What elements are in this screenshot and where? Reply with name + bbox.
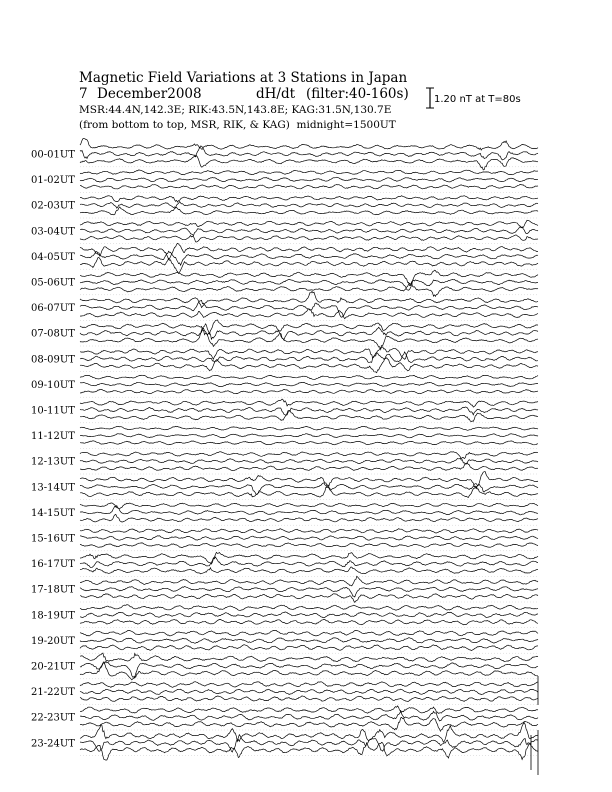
order-note: (from bottom to top, MSR, RIK, & KAG) xyxy=(79,119,290,131)
row-label-08-09UT: 08-09UT xyxy=(31,354,75,366)
date-day: 7 xyxy=(79,86,88,102)
filter-label: (filter:40-160s) xyxy=(306,86,409,102)
trace-09-10UT-KAG xyxy=(80,375,538,379)
trace-11-12UT-MSR xyxy=(80,441,538,445)
row-label-18-19UT: 18-19UT xyxy=(31,610,75,622)
trace-07-08UT-MSR xyxy=(80,328,538,349)
trace-11-12UT-RIK xyxy=(80,434,538,438)
trace-07-08UT-RIK xyxy=(80,324,538,340)
trace-21-22UT-RIK xyxy=(80,689,538,694)
scale-label: 1.20 nT at T=80s xyxy=(434,94,521,105)
trace-09-10UT-RIK xyxy=(80,382,538,386)
trace-05-06UT-MSR xyxy=(80,283,538,297)
row-label-00-01UT: 00-01UT xyxy=(31,149,75,161)
trace-09-10UT-MSR xyxy=(80,389,538,393)
row-label-17-18UT: 17-18UT xyxy=(31,584,75,596)
midnight-note: midnight=1500UT xyxy=(296,119,396,131)
trace-21-22UT-KAG xyxy=(80,682,538,688)
trace-06-07UT-MSR xyxy=(80,309,538,319)
trace-19-20UT-MSR xyxy=(80,645,538,651)
trace-02-03UT-RIK xyxy=(80,202,538,209)
row-label-21-22UT: 21-22UT xyxy=(31,687,75,699)
trace-14-15UT-KAG xyxy=(80,503,538,509)
trace-20-21UT-KAG xyxy=(80,653,538,662)
chart-title: Magnetic Field Variations at 3 Stations in Japan xyxy=(79,70,408,86)
trace-04-05UT-KAG xyxy=(80,243,538,259)
row-label-01-02UT: 01-02UT xyxy=(31,175,75,187)
row-label-03-04UT: 03-04UT xyxy=(31,226,75,238)
row-label-04-05UT: 04-05UT xyxy=(31,251,75,263)
date-month: December xyxy=(97,86,168,102)
trace-14-15UT-MSR xyxy=(80,514,538,522)
trace-12-13UT-KAG xyxy=(80,452,538,459)
row-label-11-12UT: 11-12UT xyxy=(31,431,75,443)
row-label-06-07UT: 06-07UT xyxy=(31,303,75,315)
trace-16-17UT-MSR xyxy=(80,567,538,574)
trace-22-23UT-KAG xyxy=(80,706,538,713)
trace-16-17UT-KAG xyxy=(80,552,538,564)
trace-18-19UT-RIK xyxy=(80,612,538,618)
trace-19-20UT-RIK xyxy=(80,638,538,644)
trace-05-06UT-KAG xyxy=(80,271,538,286)
row-label-16-17UT: 16-17UT xyxy=(31,559,75,571)
trace-00-01UT-KAG xyxy=(80,139,538,151)
trace-23-24UT-KAG xyxy=(80,723,538,743)
stations-info: MSR:44.4N,142.3E; RIK:43.5N,143.8E; KAG:31.5N,130.7E xyxy=(79,104,392,116)
trace-11-12UT-KAG xyxy=(80,426,538,430)
trace-07-08UT-KAG xyxy=(80,320,538,335)
row-label-10-11UT: 10-11UT xyxy=(31,405,75,417)
trace-18-19UT-MSR xyxy=(80,619,538,625)
trace-01-02UT-MSR xyxy=(80,184,538,189)
trace-14-15UT-RIK xyxy=(80,506,538,515)
trace-21-22UT-MSR xyxy=(80,696,538,702)
row-label-13-14UT: 13-14UT xyxy=(31,482,75,494)
trace-03-04UT-MSR xyxy=(80,235,538,242)
trace-12-13UT-MSR xyxy=(80,463,538,471)
trace-17-18UT-KAG xyxy=(80,576,538,586)
row-label-23-24UT: 23-24UT xyxy=(31,738,75,750)
row-label-14-15UT: 14-15UT xyxy=(31,507,75,519)
trace-00-01UT-MSR xyxy=(80,156,538,170)
row-label-15-16UT: 15-16UT xyxy=(31,533,75,545)
row-label-20-21UT: 20-21UT xyxy=(31,661,75,673)
trace-03-04UT-RIK xyxy=(80,227,538,236)
trace-23-24UT-MSR xyxy=(80,742,538,760)
row-label-07-08UT: 07-08UT xyxy=(31,328,75,340)
trace-10-11UT-MSR xyxy=(80,410,538,421)
trace-08-09UT-KAG xyxy=(80,347,538,360)
row-label-05-06UT: 05-06UT xyxy=(31,277,75,289)
trace-08-09UT-RIK xyxy=(80,352,538,363)
row-label-09-10UT: 09-10UT xyxy=(31,379,75,391)
trace-15-16UT-KAG xyxy=(80,529,538,533)
trace-01-02UT-KAG xyxy=(80,170,538,175)
trace-13-14UT-MSR xyxy=(80,487,538,498)
date-year: 2008 xyxy=(167,86,202,102)
trace-03-04UT-KAG xyxy=(80,220,538,227)
trace-18-19UT-KAG xyxy=(80,605,538,611)
trace-04-05UT-MSR xyxy=(80,258,538,274)
trace-01-02UT-RIK xyxy=(80,177,538,182)
row-label-02-03UT: 02-03UT xyxy=(31,200,75,212)
trace-10-11UT-KAG xyxy=(80,399,538,407)
trace-16-17UT-RIK xyxy=(80,557,538,568)
trace-19-20UT-KAG xyxy=(80,630,538,636)
trace-10-11UT-RIK xyxy=(80,407,538,415)
trace-17-18UT-MSR xyxy=(80,594,538,603)
row-label-19-20UT: 19-20UT xyxy=(31,635,75,647)
trace-05-06UT-RIK xyxy=(80,280,538,291)
trace-15-16UT-MSR xyxy=(80,543,538,548)
row-label-12-13UT: 12-13UT xyxy=(31,456,75,468)
trace-15-16UT-RIK xyxy=(80,536,538,540)
trace-22-23UT-RIK xyxy=(80,711,538,721)
trace-02-03UT-KAG xyxy=(80,196,538,202)
trace-12-13UT-RIK xyxy=(80,458,538,464)
trace-02-03UT-MSR xyxy=(80,207,538,215)
row-label-22-23UT: 22-23UT xyxy=(31,712,75,724)
component-label: dH/dt xyxy=(256,86,296,102)
